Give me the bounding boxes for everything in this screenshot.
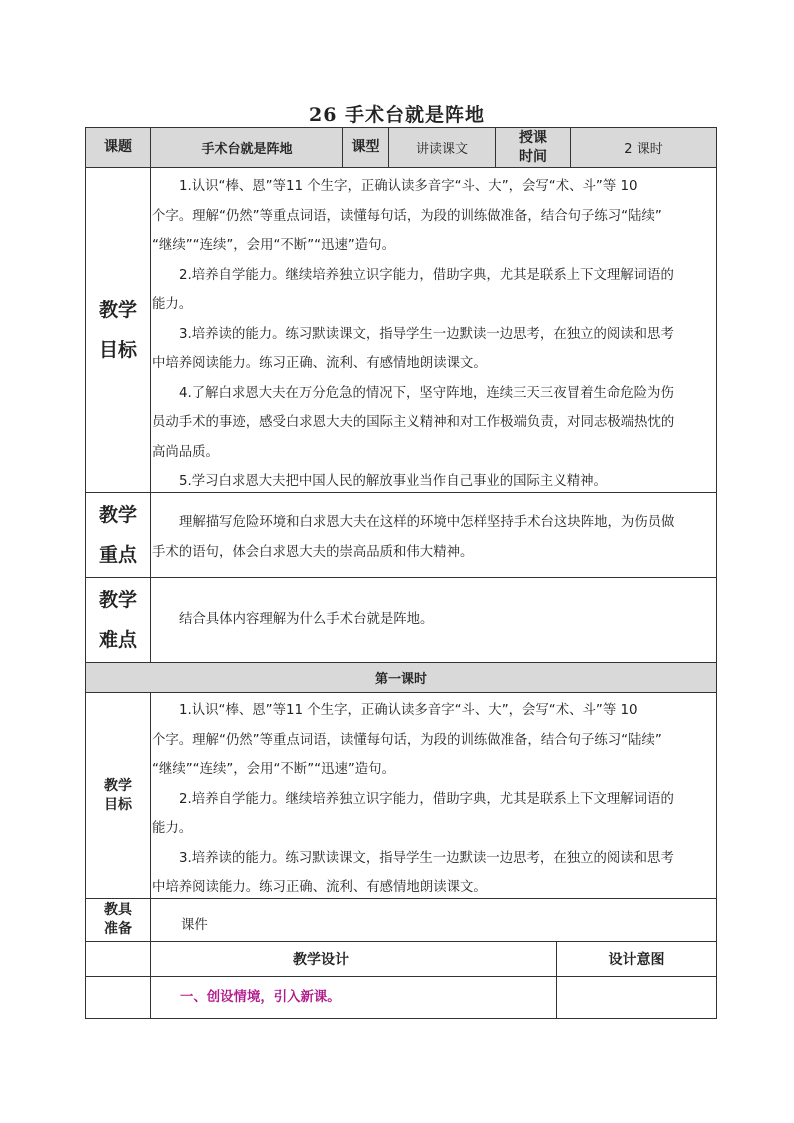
difficulties-label-line1: 教学: [98, 589, 137, 611]
step1-heading: 一、创设情境，引入新课。: [180, 990, 341, 1005]
teaching-tools-label-line2: 准备: [104, 921, 132, 937]
class-time-label-line2: 时间: [519, 148, 547, 165]
first-lesson-header: 第一课时: [86, 663, 716, 692]
lesson-type-value: 讲读课文: [415, 142, 468, 157]
difficulties-text: 结合具体内容理解为什么手术台就是阵地。: [179, 612, 434, 627]
key-points-line: 手术的语句，体会白求恩大夫的崇高品质和伟大精神。: [152, 544, 474, 560]
lesson-type-label: 课型: [351, 139, 380, 155]
key-points-label-line1: 教学: [98, 504, 137, 526]
divider: [556, 942, 557, 1018]
key-points-content: [152, 508, 715, 574]
divider: [85, 898, 717, 899]
lesson1-goals-line: 2.培养自学能力。继续培养独立识字能力，借助字典，尤其是联系上下文理解词语的: [179, 791, 674, 807]
difficulties-content: [152, 605, 715, 635]
lesson1-goals-line: 中培养阅读能力。练习正确、流利、有感情地朗读课文。: [152, 880, 487, 895]
goals-line: 员动手术的事迹，感受白求恩大夫的国际主义精神和对工作极端负责，对同志极端热忱的: [152, 415, 675, 430]
class-time-label: [496, 128, 570, 167]
goals-line: 3.培养读的能力。练习默读课文，指导学生一边默读一边思考，在独立的阅读和思考: [179, 326, 674, 342]
divider: [85, 577, 717, 578]
goals-line: 中培养阅读能力。练习正确、流利、有感情地朗读课文。: [152, 356, 487, 371]
topic-label: 课题: [104, 139, 132, 155]
divider: [150, 168, 151, 1018]
difficulties-label-line2: 难点: [98, 629, 137, 651]
divider: [495, 128, 496, 167]
goals-line: “继续”“连续”，会用“不断”“迅速”造句。: [152, 238, 395, 253]
design-intent-header: 设计意图: [608, 952, 665, 968]
goals-line: 2.培养自学能力。继续培养独立识字能力，借助字典，尤其是联系上下文理解词语的: [179, 267, 674, 283]
lesson1-goals-label: [86, 693, 150, 898]
goals-line: 能力。: [152, 297, 193, 312]
lesson1-goals-line: 1.认识“棒、恩”等11 个生字，正确认读多音字“斗、大”，会写“术、斗”等 10: [179, 703, 638, 718]
teaching-goals-label-line2: 目标: [98, 339, 137, 361]
class-time-value: 2 课时: [624, 142, 663, 157]
divider: [85, 692, 717, 693]
teaching-goals-label: [86, 168, 150, 492]
goals-line: 1.认识“棒、恩”等11 个生字，正确认读多音字“斗、大”，会写“术、斗”等 10: [179, 179, 638, 194]
teaching-tools-label-line1: 教具: [104, 902, 132, 918]
lesson1-goals-label-line1: 教学: [104, 777, 132, 794]
divider: [342, 128, 343, 167]
divider: [388, 128, 389, 167]
teaching-design-header: 教学设计: [293, 952, 349, 968]
teaching-goals-content: [152, 172, 715, 490]
lesson1-goals-content: [152, 696, 715, 896]
teaching-tools-label: [86, 899, 150, 941]
lesson1-goals-label-line2: 目标: [104, 796, 132, 813]
lesson1-goals-line: 3.培养读的能力。练习默读课文，指导学生一边默读一边思考，在独立的阅读和思考: [179, 850, 674, 866]
teaching-goals-label-line1: 教学: [98, 299, 137, 321]
divider: [85, 492, 717, 493]
lesson1-goals-line: 个字。理解“仍然”等重点词语，读懂每句话，为段的训练做准备，结合句子练习“陆续”: [152, 732, 662, 748]
topic-value: 手术台就是阵地: [201, 142, 293, 157]
goals-line: 5.学习白求恩大夫把中国人民的解放事业当作自己事业的国际主义精神。: [179, 474, 607, 489]
teaching-tools-value: 课件: [181, 918, 208, 933]
divider: [85, 976, 717, 977]
lesson1-goals-line: “继续”“连续”，会用“不断”“迅速”造句。: [152, 762, 395, 777]
difficulties-label: [86, 578, 150, 662]
divider: [570, 128, 571, 167]
divider: [150, 128, 151, 167]
goals-line: 高尚品质。: [152, 444, 219, 460]
key-points-line: 理解描写危险环境和白求恩大夫在这样的环境中怎样坚持手术台这块阵地，为伤员做: [179, 515, 675, 530]
class-time-label-line1: 授课: [519, 129, 547, 146]
document-title: 26 手术台就是阵地: [308, 104, 486, 126]
goals-line: 个字。理解“仍然”等重点词语，读懂每句话，为段的训练做准备，结合句子练习“陆续”: [152, 208, 662, 224]
goals-line: 4.了解白求恩大夫在万分危急的情况下，坚守阵地，连续三天三夜冒着生命危险为伤: [179, 385, 674, 401]
lesson1-goals-line: 能力。: [152, 821, 193, 836]
key-points-label: [86, 493, 150, 577]
divider: [85, 167, 717, 168]
key-points-label-line2: 重点: [98, 544, 137, 566]
